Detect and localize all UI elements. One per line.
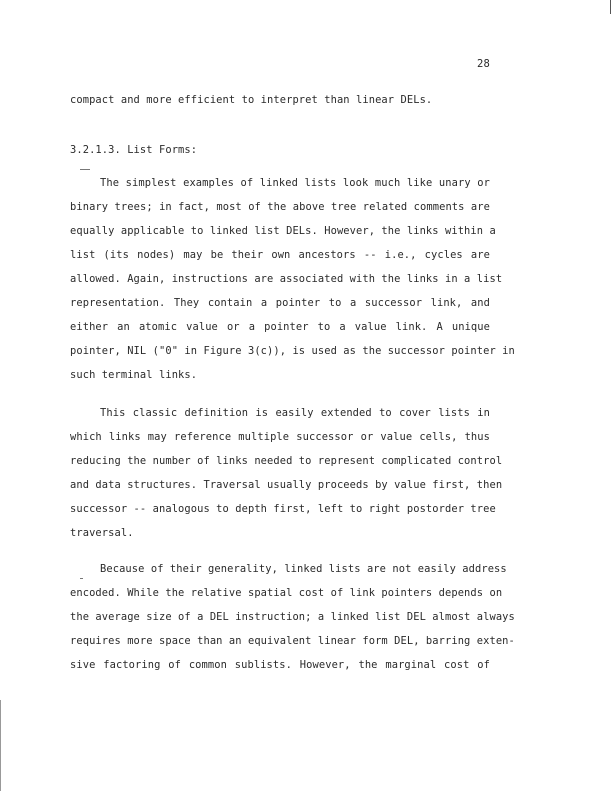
scan-edge-mark — [0, 700, 1, 791]
section-heading: 3.2.1.3. List Forms: — [70, 144, 198, 156]
text-line: which links may reference multiple successor or value cells, thus — [70, 431, 490, 443]
text-line: the average size of a DEL instruction; a linked list DEL almost always — [70, 611, 515, 623]
text-line: encoded. While the relative spatial cost of link pointers depends on — [70, 587, 503, 599]
text-line: and data structures. Traversal usually proceeds by value first, then — [70, 479, 503, 491]
continuation-line: compact and more efficient to interpret than linear DELs. — [70, 94, 433, 106]
text-line: list (its nodes) may be their own ancestors -- i.e., cycles are — [70, 249, 490, 261]
scan-smudge-mark — [80, 169, 90, 170]
text-line: representation. They contain a pointer to a successor link, and — [70, 297, 490, 309]
text-line: successor -- analogous to depth first, left to right postorder tree — [70, 503, 496, 515]
text-line: traversal. — [70, 527, 134, 539]
text-line: allowed. Again, instructions are associated with the links in a list — [70, 273, 503, 285]
text-line: requires more space than an equivalent linear form DEL, barring exten- — [70, 635, 515, 647]
text-line: such terminal links. — [70, 369, 198, 381]
text-line: either an atomic value or a pointer to a value link. A unique — [70, 321, 490, 333]
text-line: reducing the number of links needed to represent complicated control — [70, 455, 503, 467]
text-line: binary trees; in fact, most of the above tree related comments are — [70, 201, 490, 213]
scan-smudge-mark — [80, 578, 83, 579]
text-line: The simplest examples of linked lists look much like unary or — [100, 177, 490, 189]
text-line: equally applicable to linked list DELs. However, the links within a — [70, 225, 496, 237]
text-line: This classic definition is easily extended to cover lists in — [100, 407, 490, 419]
page-number: 28 — [476, 58, 490, 70]
text-line: pointer, NIL ("0" in Figure 3(c)), is used as the successor pointer in — [70, 345, 515, 357]
scan-edge-mark — [610, 0, 611, 14]
text-line: sive factoring of common sublists. However, the marginal cost of — [70, 659, 490, 671]
text-line: Because of their generality, linked lists are not easily address — [100, 563, 507, 575]
